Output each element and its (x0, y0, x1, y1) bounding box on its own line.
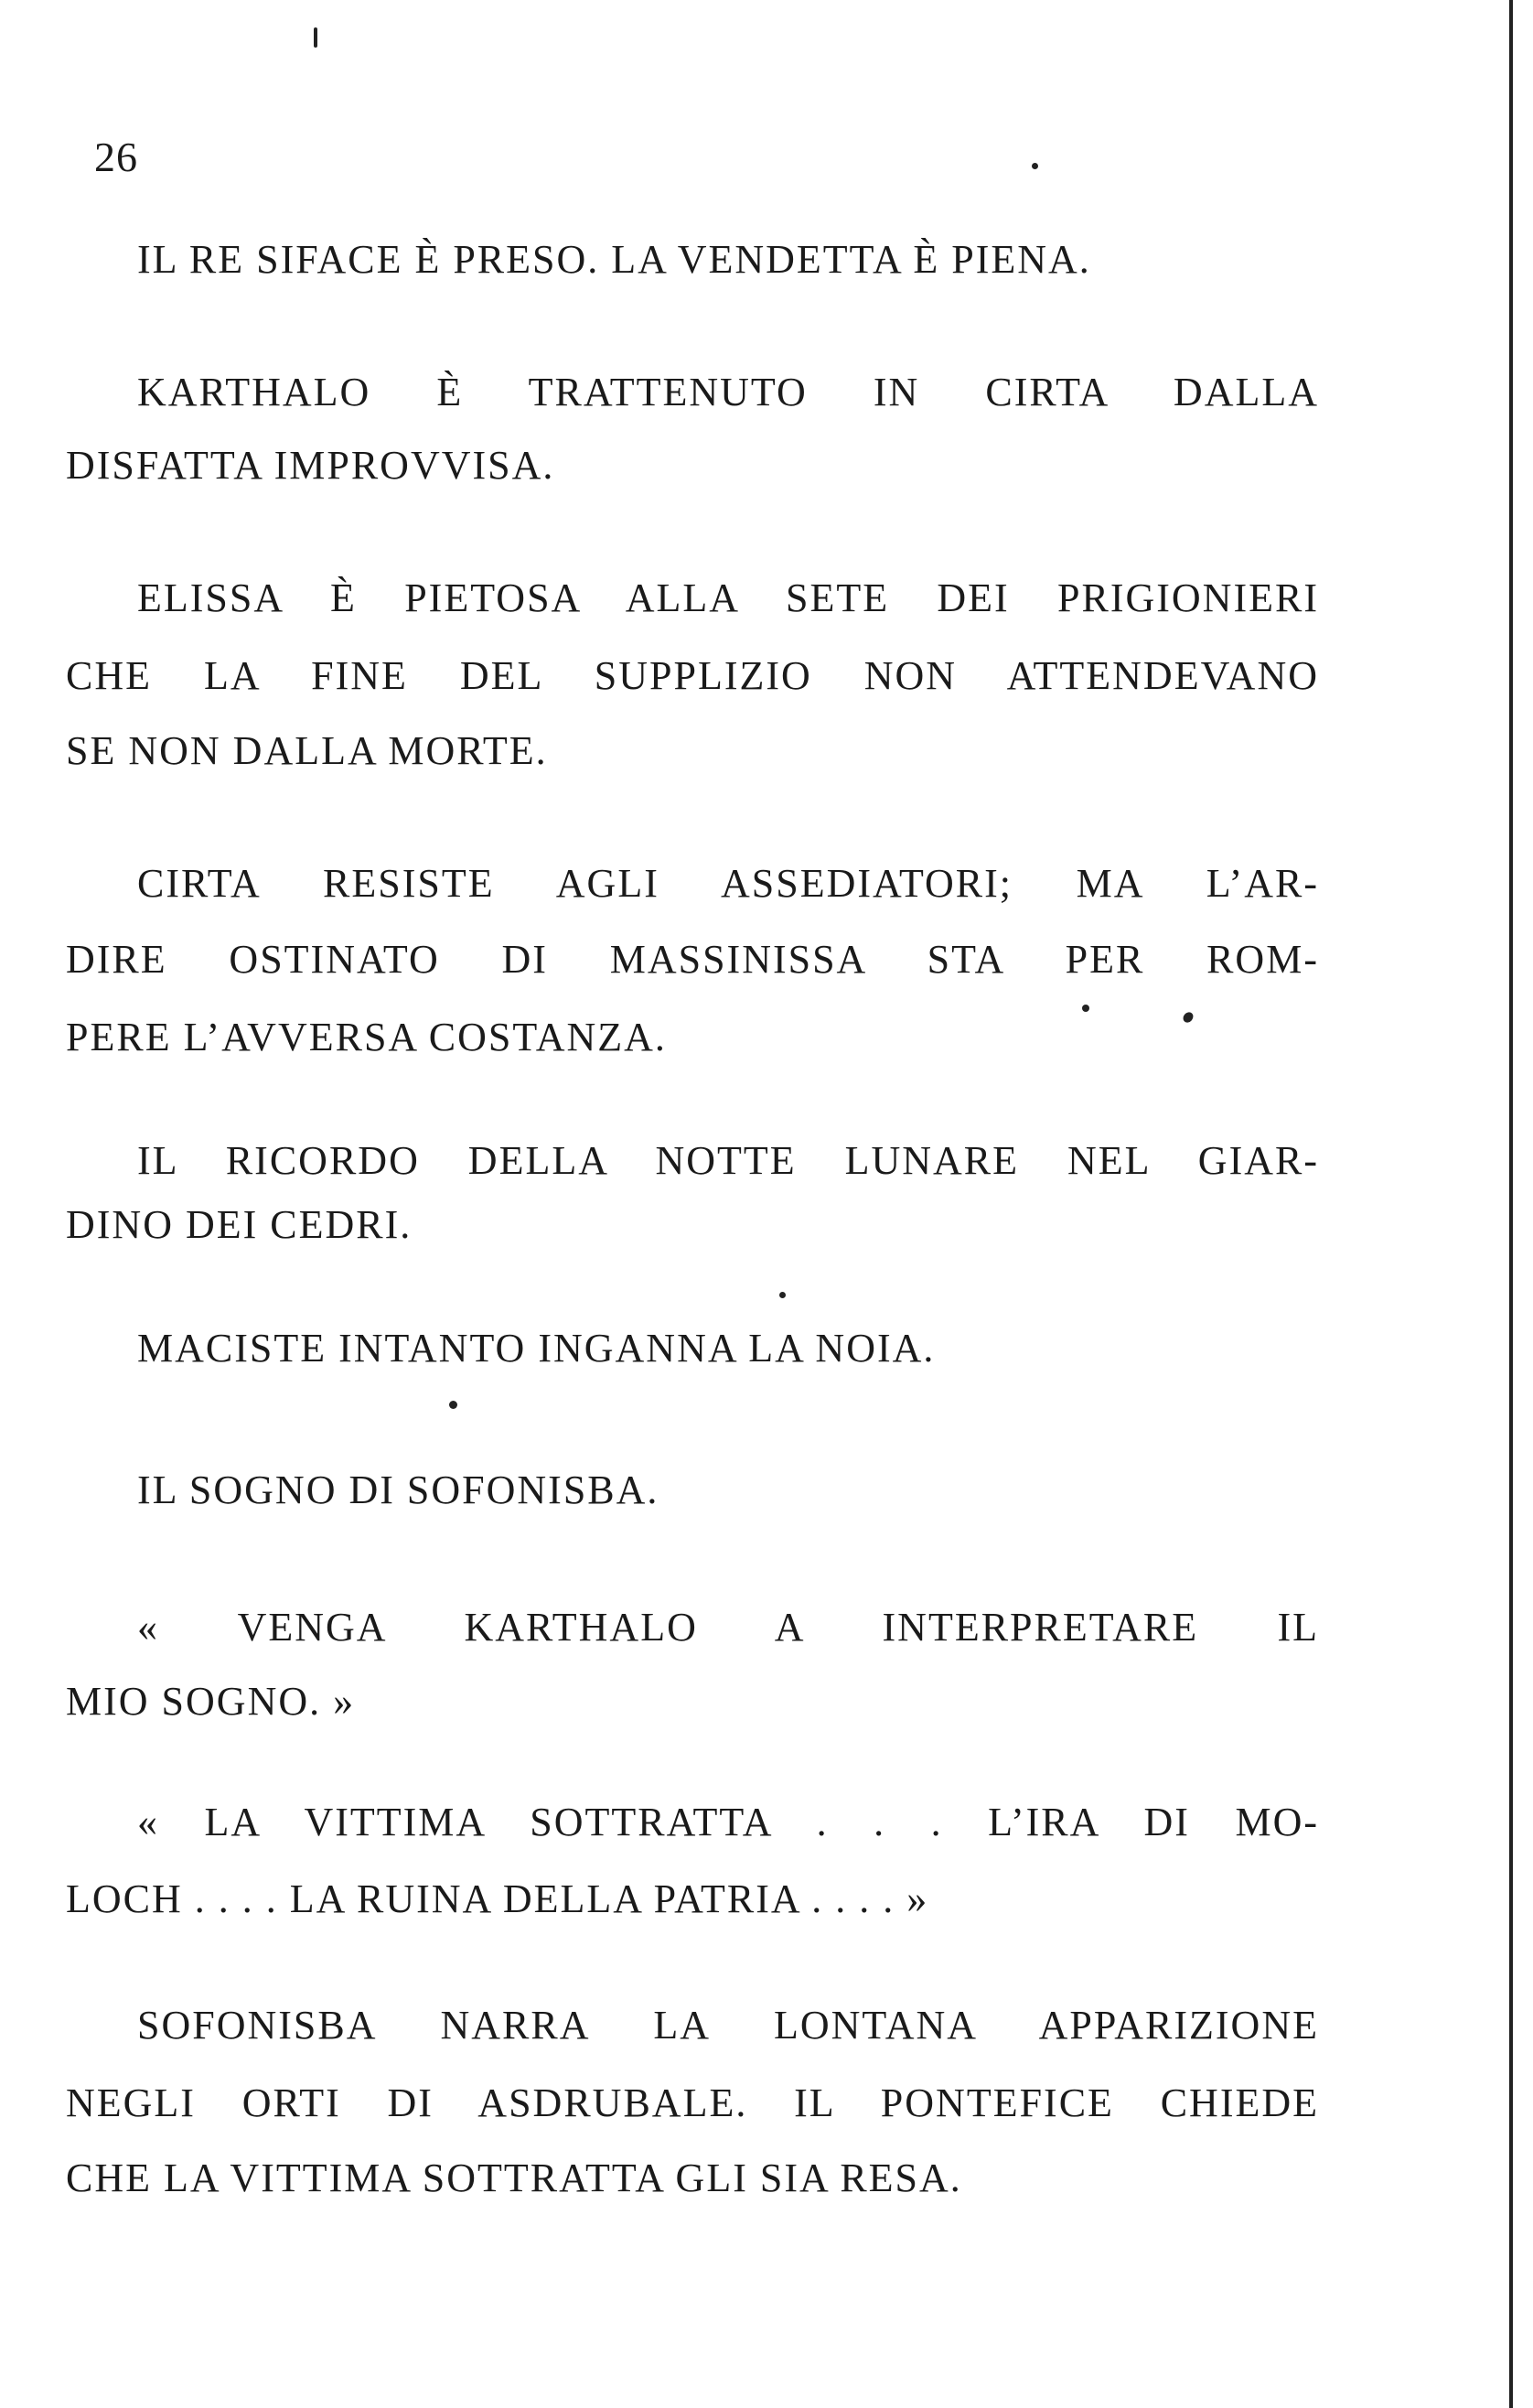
summary-line: DINO DEI CEDRI. (66, 1202, 413, 1247)
summary-line: DIRE OSTINATO DI MASSINISSA STA PER ROM- (66, 937, 1319, 982)
summary-line: KARTHALO È TRATTENUTO IN CIRTA DALLA (137, 370, 1319, 414)
summary-line: IL SOGNO DI SOFONISBA. (137, 1467, 659, 1512)
page-edge-rule (1509, 0, 1513, 2408)
ink-speck (1181, 1010, 1195, 1025)
summary-line: NEGLI ORTI DI ASDRUBALE. IL PONTEFICE CHIEDE (66, 2080, 1319, 2125)
summary-line: LOCH . . . . LA RUINA DELLA PATRIA . . . . » (66, 1876, 929, 1921)
ink-speck (449, 1401, 457, 1409)
ink-speck (1032, 163, 1038, 169)
summary-line: SE NON DALLA MORTE. (66, 728, 548, 773)
page-number: 26 (94, 134, 138, 180)
summary-line: ELISSA È PIETOSA ALLA SETE DEI PRIGIONIERI (137, 575, 1319, 620)
summary-line: DISFATTA IMPROVVISA. (66, 443, 555, 488)
summary-line: SOFONISBA NARRA LA LONTANA APPARIZIONE (137, 2003, 1319, 2048)
ink-speck (314, 27, 317, 48)
ink-speck (1082, 1005, 1089, 1012)
summary-line: CHE LA FINE DEL SUPPLIZIO NON ATTENDEVANO (66, 653, 1319, 698)
summary-line: « LA VITTIMA SOTTRATTA . . . L’IRA DI MO- (137, 1800, 1319, 1844)
summary-line: PERE L’AVVERSA COSTANZA. (66, 1015, 667, 1059)
summary-line: MACISTE INTANTO INGANNA LA NOIA. (137, 1326, 936, 1371)
summary-line: CIRTA RESISTE AGLI ASSEDIATORI; MA L’AR- (137, 861, 1319, 906)
ink-speck (779, 1292, 786, 1298)
summary-line: « VENGA KARTHALO A INTERPRETARE IL (137, 1605, 1319, 1650)
summary-line: IL RE SIFACE È PRESO. LA VENDETTA È PIENA. (137, 237, 1091, 282)
summary-line: IL RICORDO DELLA NOTTE LUNARE NEL GIAR- (137, 1138, 1319, 1183)
summary-line: CHE LA VITTIMA SOTTRATTA GLI SIA RESA. (66, 2155, 962, 2200)
summary-line: MIO SOGNO. » (66, 1679, 356, 1724)
